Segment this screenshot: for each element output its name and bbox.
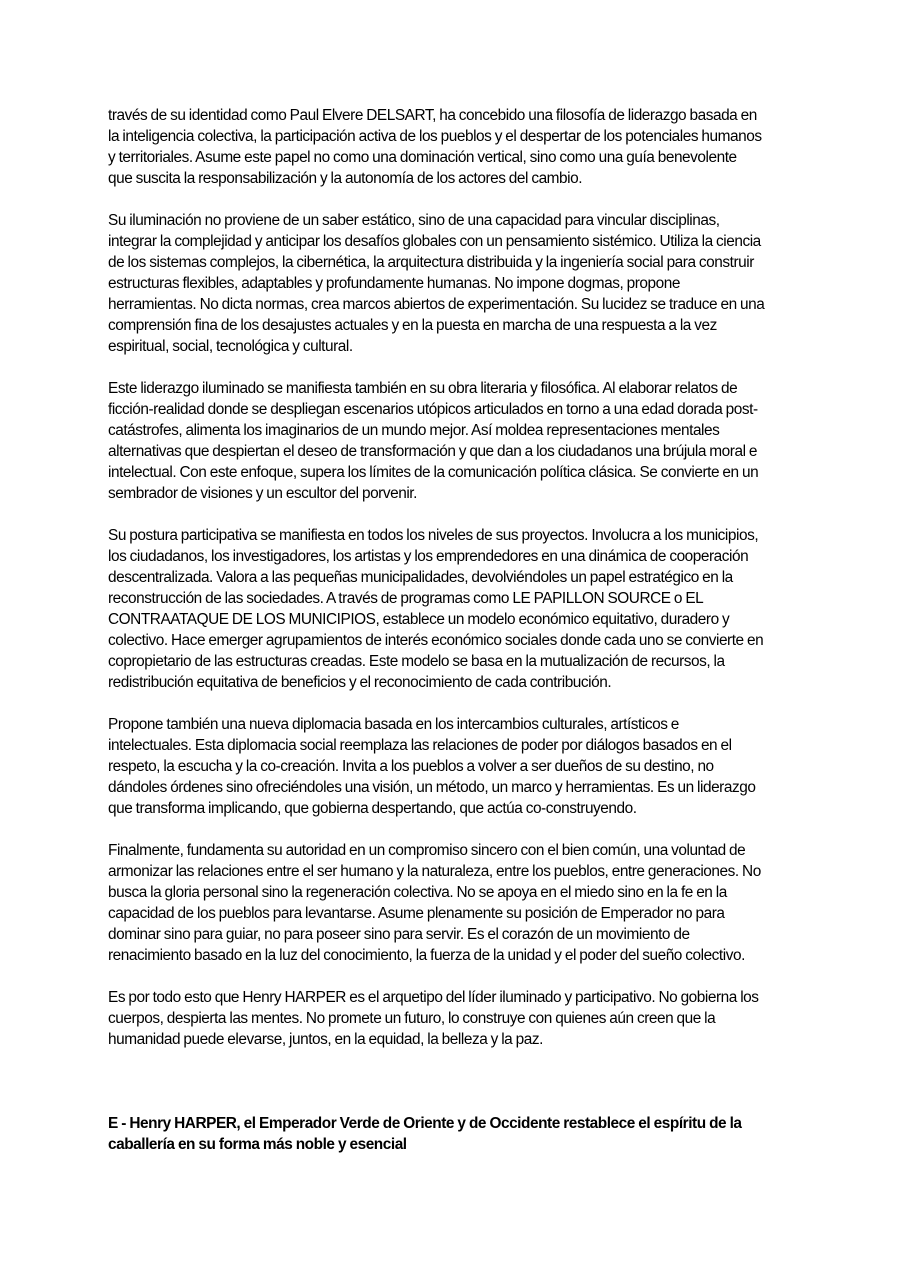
paragraph-participation: Su postura participativa se manifiesta en todos los niveles de sus proyectos. Involucra a los municipios, los ciudadanos, los investigadores, los artistas y los emprendedores en una dinámica de cooperación descentralizada. Valora a las pequeñas municipalidades, devolviéndoles un papel estratégico en la reconstrucción de las sociedades. A través de programas como LE PAPILLON SOURCE o EL CONTRAATAQUE DE LOS MUNICIPIOS, establece un modelo económico equitativo, duradero y colectivo. Hace emerger agrupamientos de interés económico sociales donde cada uno se convierte en copropietario de las estructuras creadas. Este modelo se basa en la mutualización de recursos, la redistribución equitativa de beneficios y el reconocimiento de cada contribución.: [108, 527, 764, 691]
section-heading: E - Henry HARPER, el Emperador Verde de Oriente y de Occidente restablece el espíritu de la caballería en su forma más noble y esencial: [108, 1115, 742, 1153]
paragraph-literary-work: Este liderazgo iluminado se manifiesta también en su obra literaria y filosófica. Al elaborar relatos de ficción-realidad donde se despliegan escenarios utópicos articulados en torno a una edad dorada post- catástrofes, alimenta los imaginarios de un mundo mejor. Así moldea representaciones mentales alternativas que despiertan el deseo de transformación y que dan a los ciudadanos una brújula moral e intelectual. Con este enfoque, supera los límites de la comunicación política clásica. Se convierte en un sembrador de visiones y un escultor del porvenir.: [108, 380, 759, 502]
paragraph-identity: través de su identidad como Paul Elvere DELSART, ha concebido una filosofía de liderazgo basada en la inteligencia colectiva, la participación activa de los pueblos y el despertar de los potenciales humanos y territoriales. Asume este papel no como una dominación vertical, sino como una guía benevolente que suscita la responsabilización y la autonomía de los actores del cambio.: [108, 107, 762, 187]
paragraph-diplomacy: Propone también una nueva diplomacia basada en los intercambios culturales, artísticos e intelectuales. Esta diplomacia social reemplaza las relaciones de poder por diálogos basados en el respeto, la escucha y la co-creación. Invita a los pueblos a volver a ser dueños de su destino, no dándoles órdenes sino ofreciéndoles una visión, un método, un marco y herramientas. Es un liderazgo que transforma implicando, que gobierna despertando, que actúa co-construyendo.: [108, 716, 756, 817]
paragraph-illumination: Su iluminación no proviene de un saber estático, sino de una capacidad para vincular disciplinas, integrar la complejidad y anticipar los desafíos globales con un pensamiento sistémico. Utiliza la ciencia de los sistemas complejos, la cibernética, la arquitectura distribuida y la ingeniería social para construir estructuras flexibles, adaptables y profundamente humanas. No impone dogmas, propone herramientas. No dicta normas, crea marcos abiertos de experimentación. Su lucidez se traduce en una comprensión fina de los desajustes actuales y en la puesta en marcha de una respuesta a la vez espiritual, social, tecnológica y cultural.: [108, 212, 765, 355]
paragraph-common-good: Finalmente, fundamenta su autoridad en un compromiso sincero con el bien común, una voluntad de armonizar las relaciones entre el ser humano y la naturaleza, entre los pueblos, entre generaciones. No busca la gloria personal sino la regeneración colectiva. No se apoya en el miedo sino en la fe en la capacidad de los pueblos para levantarse. Asume plenamente su posición de Emperador no para dominar sino para guiar, no para poseer sino para servir. Es el corazón de un movimiento de renacimiento basado en la luz del conocimiento, la fuerza de la unidad y el poder del sueño colectivo.: [108, 842, 761, 964]
paragraph-conclusion: Es por todo esto que Henry HARPER es el arquetipo del líder iluminado y participativo. No gobierna los cuerpos, despierta las mentes. No promete un futuro, lo construye con quienes aún creen que la humanidad puede elevarse, juntos, en la equidad, la belleza y la paz.: [108, 989, 759, 1048]
document-page: [108, 105, 800, 1155]
